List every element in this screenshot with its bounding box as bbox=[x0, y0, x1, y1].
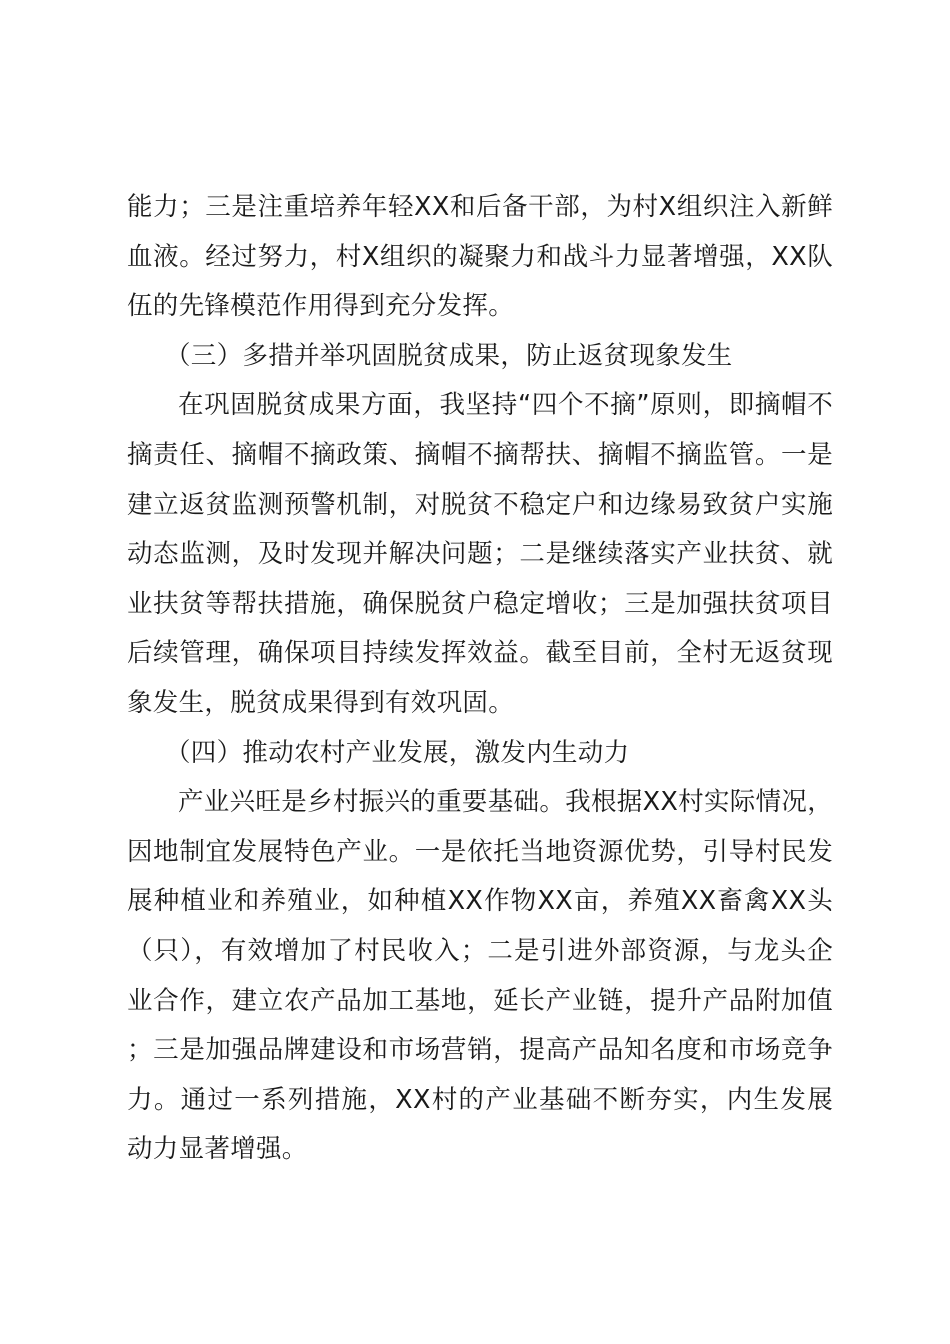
section-heading-three: （三）多措并举巩固脱贫成果，防止返贫现象发生 bbox=[165, 340, 733, 371]
section-heading-four: （四）推动农村产业发展，激发内生动力 bbox=[165, 737, 630, 768]
document-body bbox=[127, 183, 833, 1175]
paragraph-continued: 能力；三是注重培养年轻XX和后备干部，为村X组织注入新鲜血液。经过努力，村X组织的凝聚力和战斗力显著增强，XX队伍的先锋模范作用得到充分发挥。 bbox=[127, 192, 833, 322]
paragraph-industry-development: 产业兴旺是乡村振兴的重要基础。我根据XX村实际情况，因地制宜发展特色产业。一是依托当地资源优势，引导村民发展种植业和养殖业，如种植XX作物XX亩，养殖XX畜禽XX头（只），有效增加了村民收入；二是引进外部资源，与龙头企业合作，建立农产品加工基地，延长产业链，提升产品附加值；三是加强品牌建设和市场营销，提高产品知名度和市场竞争力。通过一系列措施，XX村的产业基础不断夯实，内生发展动力显著增强。 bbox=[127, 787, 833, 1165]
paragraph-poverty-consolidation: 在巩固脱贫成果方面，我坚持“四个不摘”原则，即摘帽不摘责任、摘帽不摘政策、摘帽不摘帮扶、摘帽不摘监管。一是建立返贫监测预警机制，对脱贫不稳定户和边缘易致贫户实施动态监测，及时发现并解决问题；二是继续落实产业扶贫、就业扶贫等帮扶措施，确保脱贫户稳定增收；三是加强扶贫项目后续管理，确保项目持续发挥效益。截至目前，全村无返贫现象发生，脱贫成果得到有效巩固。 bbox=[127, 390, 833, 718]
